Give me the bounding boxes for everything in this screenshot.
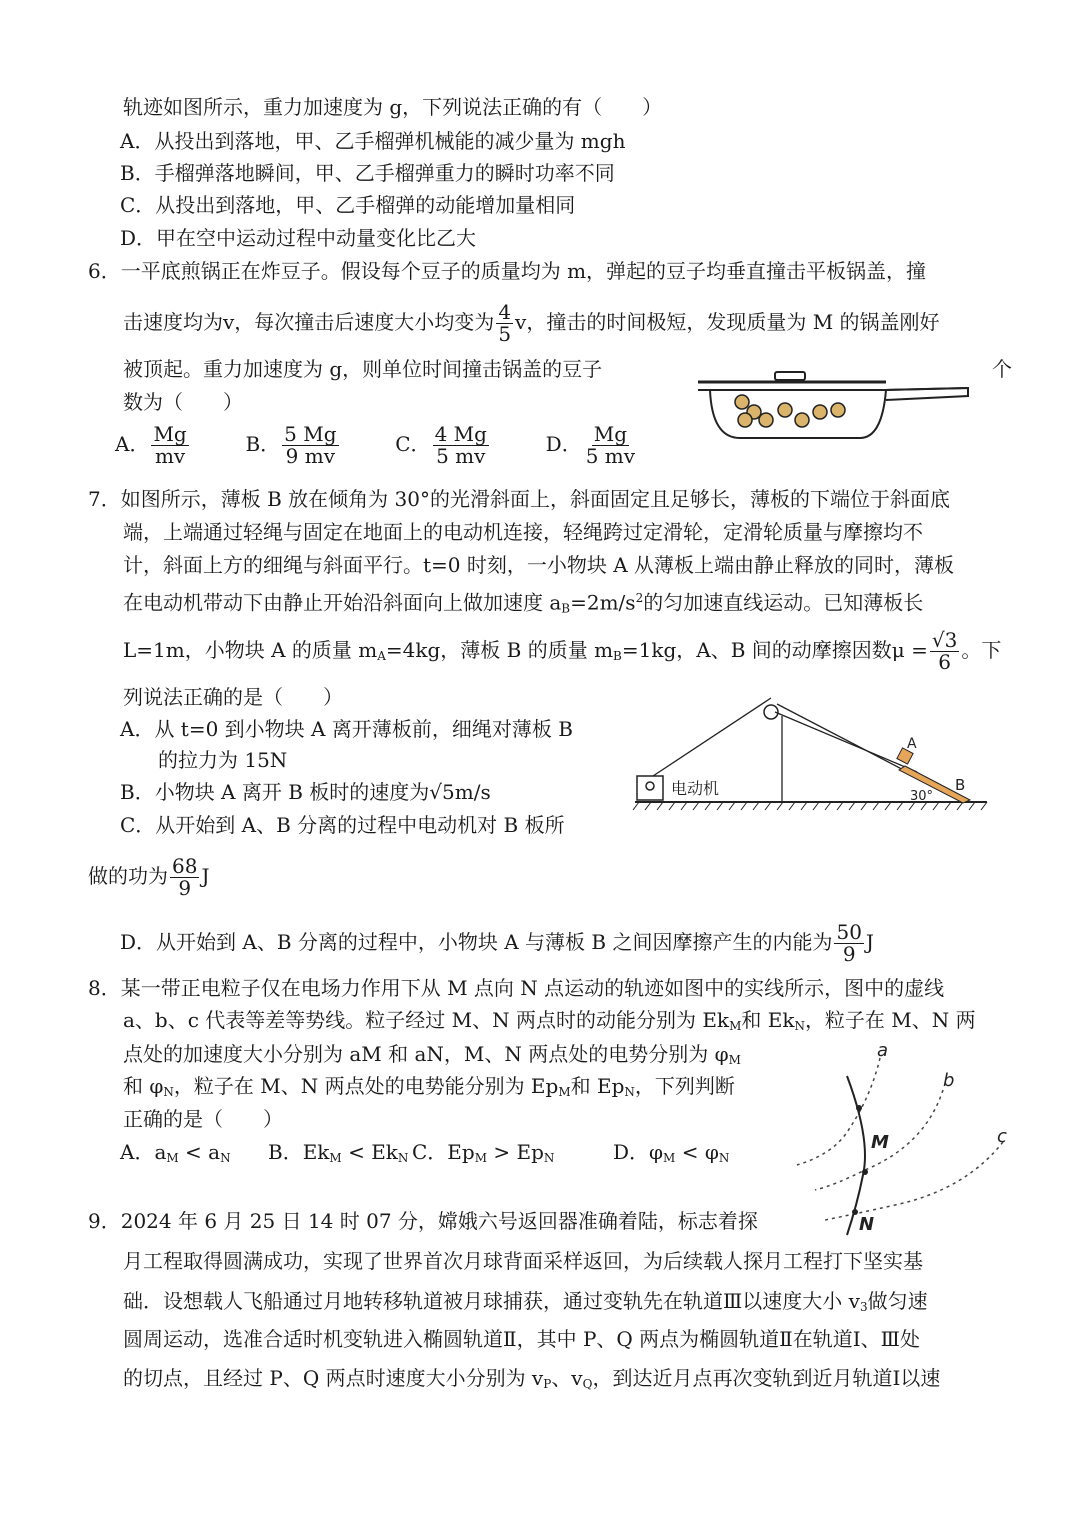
q9-line5: 的切点，且经过 P、Q 两点时速度大小分别为 $v_P$、$v_Q$，到达近月点再次变轨到近月轨道Ⅰ以速 [123,1366,941,1391]
q7-line1: 7．如图所示，薄板 B 放在倾角为 30°的光滑斜面上，斜面固定且足够长，薄板的下端位于斜面底 [88,487,950,511]
q8-line2: a、b、c 代表等差等势线。粒子经过 M、N 两点时的动能分别为 $Ek_M$和 $Ek_N$，粒子在 M、N 两 [123,1008,976,1033]
svg-text:M: M [871,1132,889,1153]
q7-line2: 端，上端通过轻绳与固定在地面上的电动机连接，轻绳跨过定滑轮，定滑轮质量与摩擦均不 [123,520,923,544]
q9-line4: 圆周运动，选准合适时机变轨进入椭圆轨道Ⅱ，其中 P、Q 两点为椭圆轨道Ⅱ在轨道Ⅰ、Ⅲ处 [123,1327,920,1351]
q6-option-d: D． $\frac{Mg}{5 mv}$ [545,422,636,468]
q8-option-b: B．$Ek_M < Ek_N$ [268,1140,409,1165]
q5-option-a: A．从投出到落地，甲、乙手榴弹机械能的减少量为 mgh [120,129,626,153]
q5-option-c: C．从投出到落地，甲、乙手榴弹的动能增加量相同 [120,193,576,217]
q7-option-c1: C．从开始到 A、B 分离的过程中电动机对 B 板所 [120,813,565,837]
q7-option-d: D．从开始到 A、B 分离的过程中，小物块 A 与薄板 B 之间因摩擦产生的内能为 $\frac{50}{9}$ J [120,920,874,966]
q6-line1: 6．一平底煎锅正在炸豆子。假设每个豆子的质量均为 m，弹起的豆子均垂直撞击平板锅盖，撞 [88,259,927,283]
frying-pan-figure [690,368,975,448]
q6-line2-text-b: v，撞击的时间极短，发现质量为 M 的锅盖刚好 [515,310,940,334]
q6-line4: 数为（ ） [123,390,243,414]
svg-text:a: a [877,1040,889,1061]
q7-option-a2: 的拉力为 15N [158,748,288,772]
q6-option-a: A． $\frac{Mg}{mv}$ [115,422,187,468]
q7-line3: 计，斜面上方的细绳与斜面平行。t=0 时刻，一小物块 A 从薄板上端由静止释放的同时，薄板 [123,553,955,577]
equipotential-figure [785,1040,1025,1240]
q6-option-c: C． $\frac{4 Mg}{5 mv}$ [395,422,487,468]
q6-line3b: 个 [992,357,1012,381]
q8-line5: 正确的是（ ） [123,1107,283,1131]
q6-line3a: 被顶起。重力加速度为 g，则单位时间撞击锅盖的豆子 [123,357,603,381]
svg-text:A: A [907,736,917,752]
q8-line1: 8．某一带正电粒子仅在电场力作用下从 M 点向 N 点运动的轨迹如图中的实线所示，图中的虚线 [88,976,945,1000]
q6-line2-text: 击速度均为v，每次撞击后速度大小均变为 [123,310,495,334]
q7-option-c2: 做的功为 $\frac{68}{9}$ J [88,854,210,900]
svg-text:N: N [859,1214,875,1235]
svg-text:b: b [943,1070,955,1091]
incline-motor-figure [625,690,995,820]
q7-option-a1: A．从 t=0 到小物块 A 离开薄板前，细绳对薄板 B [120,717,573,741]
svg-text:电动机: 电动机 [671,779,720,798]
q7-mu-fraction: $\frac{√3}{6}$ [931,628,958,674]
q7-option-b: B．小物块 A 离开 B 板时的速度为√5m/s [120,780,491,804]
q8-option-a: A．$a_M < a_N$ [120,1140,231,1165]
q8-line4: 和 $\varphi_N$，粒子在 M、N 两点处的电势能分别为 $Ep_M$和 $Ep_N$，下列判断 [123,1074,735,1099]
svg-text:c: c [997,1126,1007,1147]
q8-option-d: D．$\varphi_M < \varphi_N$ [613,1140,730,1165]
q5-option-b: B．手榴弹落地瞬间，甲、乙手榴弹重力的瞬时功率不同 [120,161,615,185]
q6-option-b: B． $\frac{5 Mg}{9 mv}$ [245,422,337,468]
q8-line3: 点处的加速度大小分别为 aM 和 aN，M、N 两点处的电势分别为 $\varphi_M$ [123,1042,741,1067]
q8-option-c: C．$Ep_M > Ep_N$ [412,1140,555,1165]
svg-text:B: B [955,776,966,794]
q9-line2: 月工程取得圆满成功，实现了世界首次月球背面采样返回，为后续载人探月工程打下坚实基 [123,1249,923,1273]
q6-line2 [123,302,940,345]
q6-options [115,424,639,467]
q5-option-d: D．甲在空中运动过程中动量变化比乙大 [120,226,477,250]
q9-line1: 9．2024 年 6 月 25 日 14 时 07 分，嫦娥六号返回器准确着陆，标志着探 [88,1209,758,1233]
svg-text:30°: 30° [910,789,934,804]
q6-fraction: $\frac{4}{5}$ [498,300,512,346]
q7-line5: L=1m，小物块 A 的质量 $m_A=4kg$，薄板 B 的质量 $m_B=1kg$，A、B 间的动摩擦因数μ = $\frac{√3}{6}$ 。下 [123,628,1002,674]
q7-line6: 列说法正确的是（ ） [123,685,343,709]
q9-line3: 础．设想载人飞船通过月地转移轨道被月球捕获，通过变轨先在轨道Ⅲ以速度大小 $v_3$做匀速 [123,1289,928,1314]
q7-line4: 在电动机带动下由静止开始沿斜面向上做加速度 $a_B=2m/s^2$的匀加速直线运动。已知薄板长 [123,590,924,616]
q5-stem: 轨迹如图所示，重力加速度为 g，下列说法正确的有（ ） [123,95,663,119]
